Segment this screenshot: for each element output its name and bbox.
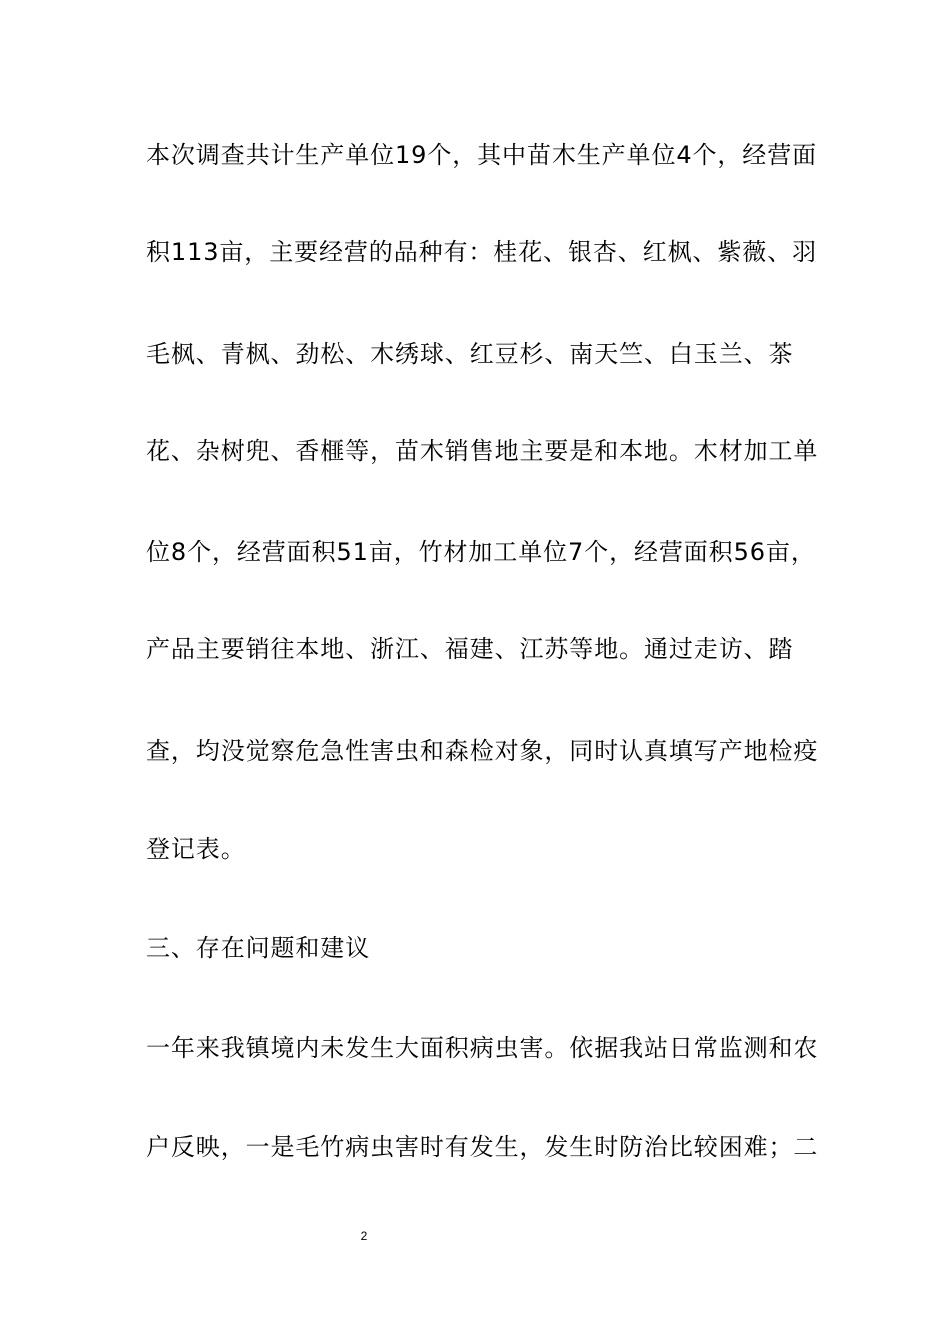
- section-heading: 三、存在问题和建议: [146, 934, 371, 962]
- text-line-6: 产品主要销往本地、浙江、福建、江苏等地。通过走访、踏: [146, 635, 794, 663]
- text-line-8: 登记表。: [146, 835, 246, 863]
- text-line-1: 本次调查共计生产单位19个，其中苗木生产单位4个，经营面: [146, 141, 818, 169]
- text-line-7: 查，均没觉察危急性害虫和森检对象，同时认真填写产地检疫: [146, 737, 819, 765]
- page-number: 2: [360, 1229, 368, 1243]
- text-line-3: 毛枫、青枫、劲松、木绣球、红豆杉、南天竺、白玉兰、茶: [146, 340, 794, 368]
- text-line-4: 花、杂树兜、香榧等，苗木销售地主要是和本地。木材加工单: [146, 437, 819, 465]
- text-line-11: 户反映，一是毛竹病虫害时有发生，发生时防治比较困难；二: [146, 1133, 819, 1161]
- text-line-10: 一年来我镇境内未发生大面积病虫害。依据我站日常监测和农: [146, 1034, 819, 1062]
- text-line-5: 位8个，经营面积51亩，竹材加工单位7个，经营面积56亩，: [146, 538, 816, 566]
- text-line-2: 积113亩，主要经营的品种有：桂花、银杏、红枫、紫薇、羽: [146, 238, 818, 266]
